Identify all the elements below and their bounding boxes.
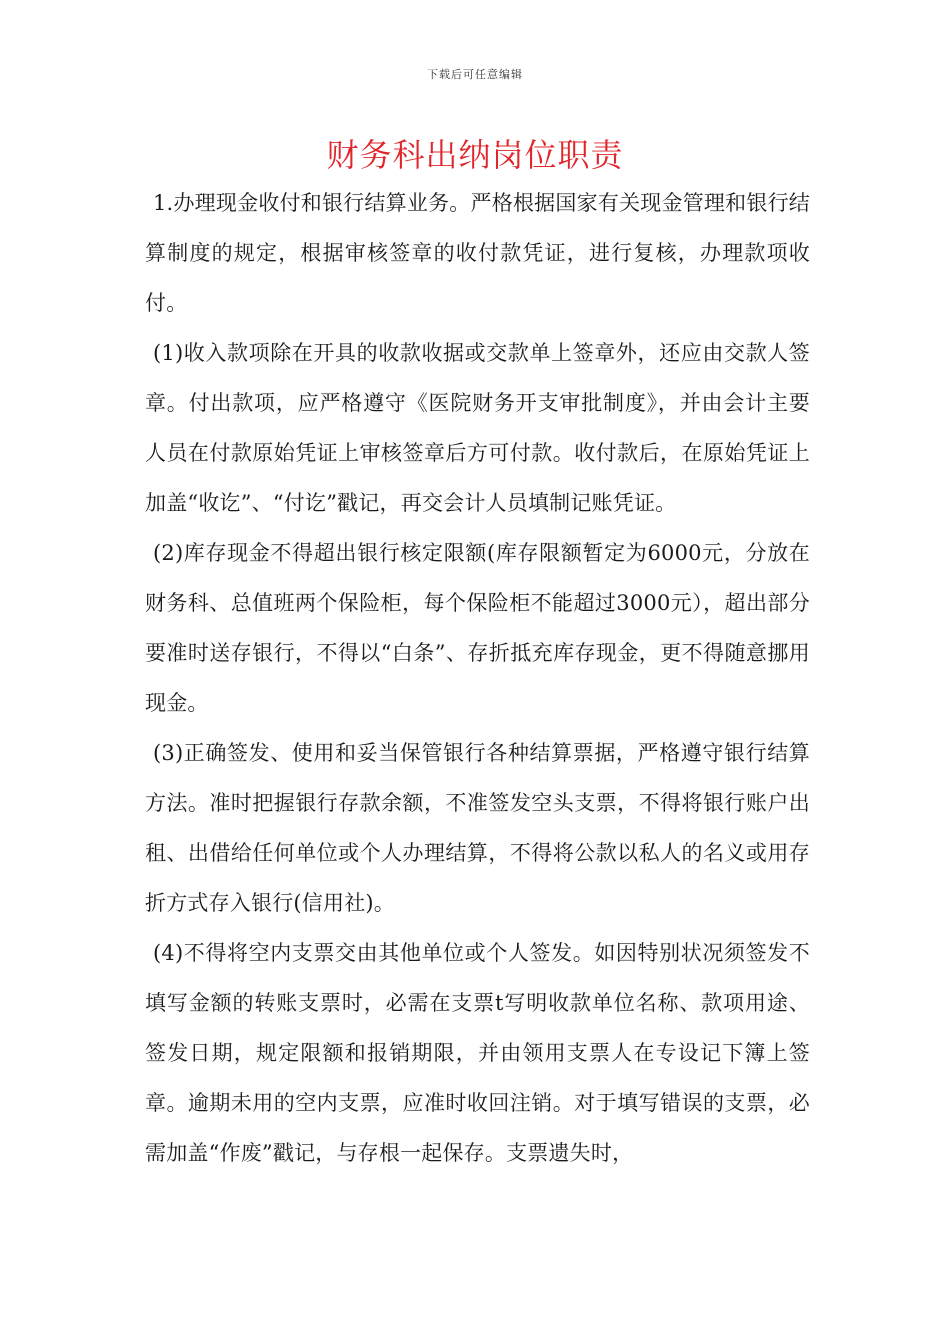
paragraph-bank-instruments: (3)正确签发、使用和妥当保管银行各种结算票据，严格遵守银行结算方法。准时把握银行存款余额，不准签发空头支票，不得将银行账户出租、出借给任何单位或个人办理结算，不得将公款以私人的名义或用存折方式存入银行(信用社)。 bbox=[145, 741, 810, 915]
page-header-note: 下载后可任意编辑 bbox=[427, 68, 523, 81]
paragraph-cash-limit: (2)库存现金不得超出银行核定限额(库存限额暂定为6000元，分放在财务科、总值班两个保险柜，每个保险柜不能超过3000元），超出部分要准时送存银行，不得以“白条”、存折抵充库存现金，更不得随意挪用现金。 bbox=[145, 541, 810, 715]
paragraph-receipts-payments: (1)收入款项除在开具的收款收据或交款单上签章外，还应由交款人签章。付出款项，应严格遵守《医院财务开支审批制度》，并由会计主要人员在付款原始凭证上审核签章后方可付款。收付款后，在原始凭证上加盖“收讫”、“付讫”戳记，再交会计人员填制记账凭证。 bbox=[145, 341, 810, 515]
paragraph-blank-checks: (4)不得将空内支票交由其他单位或个人签发。如因特别状况须签发不填写金额的转账支票时，必需在支票t写明收款单位名称、款项用途、签发日期，规定限额和报销期限，并由领用支票人在专设记下簿上签章。逾期未用的空内支票，应准时收回注销。对于填写错误的支票，必需加盖“作废”戳记，与存根一起保存。支票遗失时， bbox=[145, 941, 810, 1165]
document-body bbox=[145, 178, 810, 1178]
paragraph-1-cash-and-bank: 1.办理现金收付和银行结算业务。严格根据国家有关现金管理和银行结算制度的规定，根据审核签章的收付款凭证，进行复核，办理款项收付。 bbox=[145, 191, 810, 315]
document-title: 财务科出纳岗位职责 bbox=[326, 136, 624, 174]
